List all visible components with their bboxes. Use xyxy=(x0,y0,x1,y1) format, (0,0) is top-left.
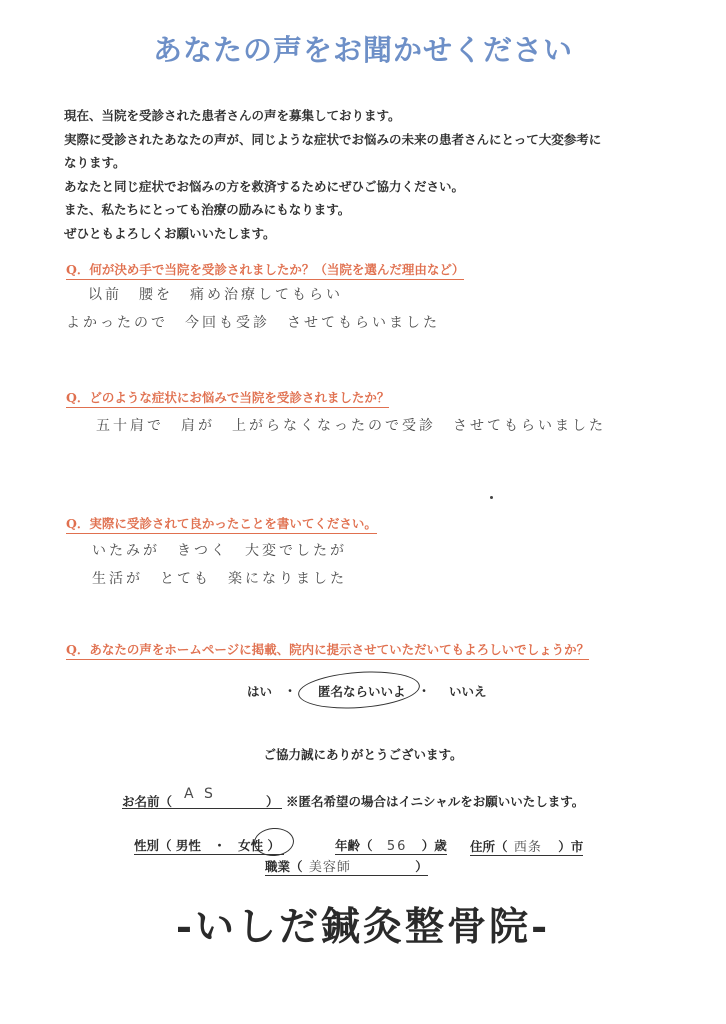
age-close: ）歳 xyxy=(421,838,447,853)
address-field xyxy=(470,836,583,856)
age-value[interactable]: 56 xyxy=(386,839,408,854)
consent-separator: ・ xyxy=(418,684,431,698)
intro-line: ぜひともよろしくお願いいたします。 xyxy=(64,225,276,241)
intro-text xyxy=(64,104,674,245)
question-2-label: Q．どのような症状にお悩みで当院を受診されましたか？ xyxy=(66,388,389,408)
name-note: ※匿名希望の場合はイニシャルをお願いいたします。 xyxy=(286,794,585,809)
intro-line: 実際に受診されたあなたの声が、同じような症状でお悩みの未来の患者さんにとって大変参考に xyxy=(64,131,602,147)
consent-option-anonymous[interactable]: 匿名ならいいよ xyxy=(318,684,406,699)
consent-option-yes[interactable]: はい xyxy=(247,684,273,699)
occupation-close: ） xyxy=(415,859,428,874)
intro-line: なります。 xyxy=(64,155,126,170)
occupation-value[interactable]: 美容師 xyxy=(308,860,351,875)
intro-line: あなたと同じ症状でお悩みの方を救済するためにぜひご協力ください。 xyxy=(64,178,465,194)
gender-close: ） xyxy=(267,838,281,853)
question-4-label: Q．あなたの声をホームページに掲載、院内に提示させていただいてもよろしいでしょうか？ xyxy=(66,640,589,660)
answer-3-line-2: 生活が とても 楽になりました xyxy=(92,571,347,587)
scan-speck xyxy=(490,496,493,499)
gender-option-female[interactable]: 女性 xyxy=(238,838,264,853)
gender-label: 性別（ xyxy=(134,838,172,853)
answer-3-line-1: いたみが きつく 大変でしたが xyxy=(92,543,347,559)
page-title: あなたの声をお聞かせください xyxy=(152,33,573,67)
answer-1-line-1: 以前 腰を 痛め治療してもらい xyxy=(88,287,343,303)
name-label: お名前（ xyxy=(122,794,173,809)
consent-separator: ・ xyxy=(284,684,297,698)
name-close: ） xyxy=(266,794,279,809)
thanks-text: ご協力誠にありがとうございます。 xyxy=(263,747,463,762)
gender-separator: ・ xyxy=(213,838,226,853)
intro-line: 現在、当院を受診された患者さんの声を募集しております。 xyxy=(64,108,401,123)
name-field[interactable]: A S xyxy=(184,786,216,802)
clinic-name: -いしだ鍼灸整骨院- xyxy=(175,904,551,950)
gender-option-male[interactable]: 男性 xyxy=(175,838,201,853)
gender-selected-circle xyxy=(253,827,295,858)
intro-line: また、私たちにとっても治療の励みにもなります。 xyxy=(64,202,351,217)
occupation-label: 職業（ xyxy=(265,859,303,874)
address-close: ）市 xyxy=(558,839,584,854)
occupation-field xyxy=(265,856,428,876)
age-field xyxy=(335,836,447,855)
selected-circle xyxy=(297,668,421,712)
question-1-label: Q．何が決め手で当院を受診されましたか？（当院を選んだ理由など） xyxy=(66,260,464,280)
answer-2-line-1: 五十肩で 肩が 上がらなくなったので受診 させてもらいました xyxy=(96,418,606,434)
answer-1-line-2: よかったので 今回も受診 させてもらいました xyxy=(66,315,440,331)
question-3-label: Q．実際に受診されて良かったことを書いてください。 xyxy=(66,514,377,534)
consent-option-no[interactable]: いいえ xyxy=(449,684,487,699)
age-label: 年齢（ xyxy=(335,838,373,853)
address-label: 住所（ xyxy=(470,839,508,854)
address-value[interactable]: 西条 xyxy=(513,840,542,855)
